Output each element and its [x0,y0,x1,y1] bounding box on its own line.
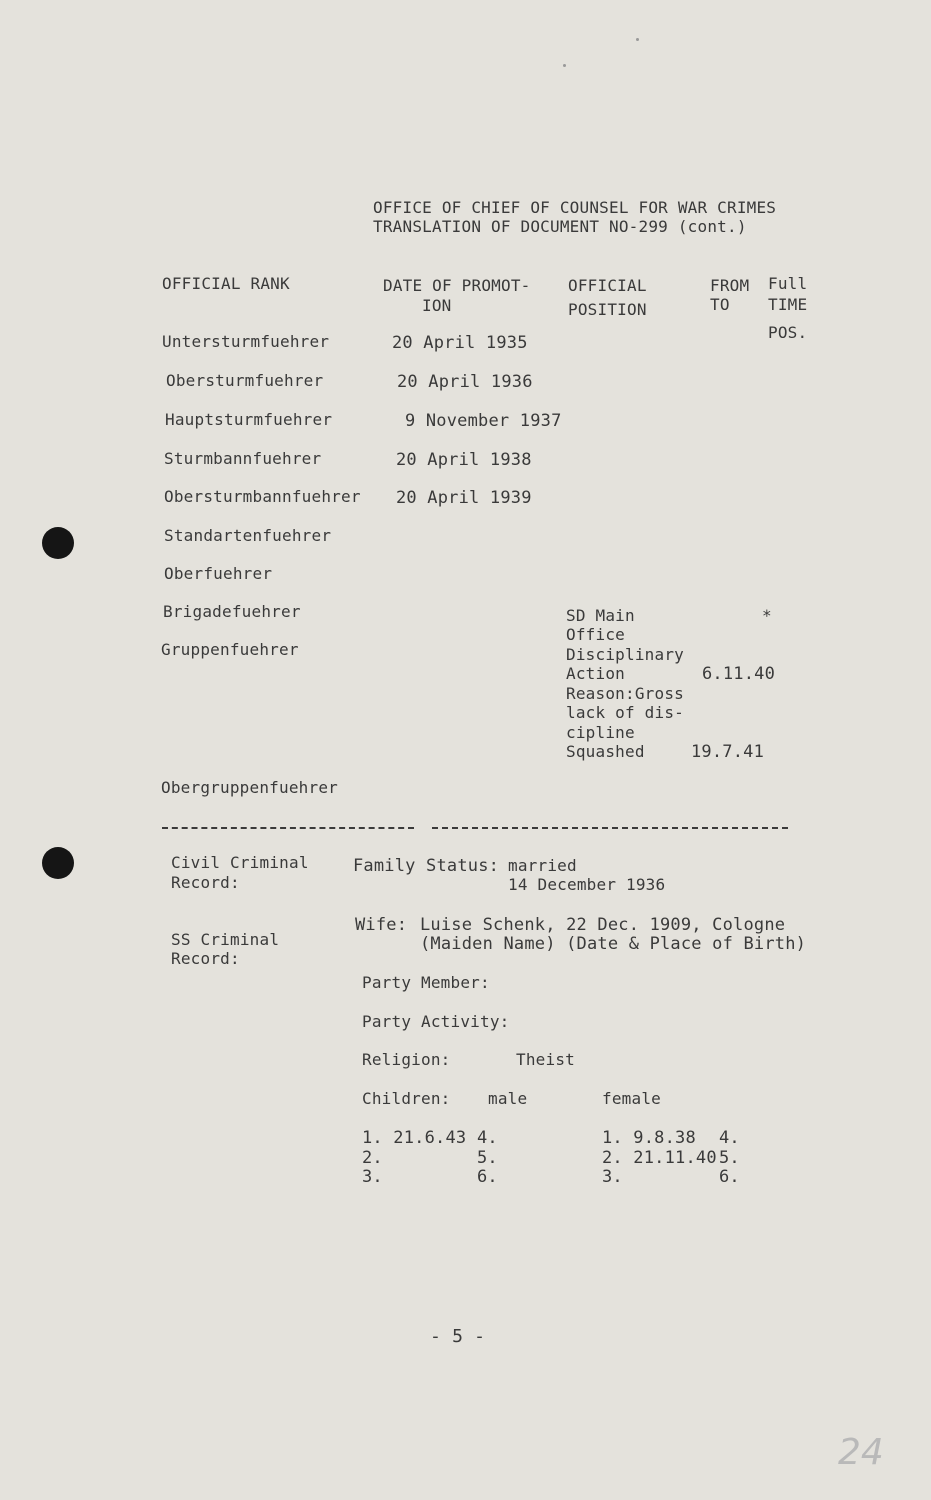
rank-name: Sturmbannfuehrer [164,449,322,468]
ss-record-label: SS Criminal [171,930,280,949]
position-line: Squashed [566,742,645,761]
civil-record-label: Civil Criminal [171,853,309,872]
female-child-entry: 3. [602,1167,623,1187]
female-child-entry: 2. 21.11.40 [602,1148,717,1168]
rank-name: Standartenfuehrer [164,526,332,545]
position-line: Office [566,625,625,644]
column-heading-time: TIME [768,295,808,314]
rank-name: Obersturmfuehrer [166,371,324,390]
position-line: Disciplinary [566,645,684,664]
female-child-entry: 5. [719,1148,740,1168]
column-heading-date-cont: ION [422,296,452,315]
column-heading-rank: OFFICIAL RANK [162,274,290,293]
promotion-date: 20 April 1938 [396,450,532,470]
children-male-label: male [488,1089,528,1108]
position-line: Reason:Gross [566,684,684,703]
rank-name: Gruppenfuehrer [161,640,299,659]
children-label: Children: [362,1089,451,1108]
from-date: 6.11.40 [702,664,776,684]
marriage-date: 14 December 1936 [508,875,666,894]
promotion-date: 20 April 1936 [397,372,533,392]
rank-name: Obergruppenfuehrer [161,778,338,797]
civil-record-label-cont: Record: [171,873,240,892]
children-female-label: female [602,1089,661,1108]
column-heading-from: FROM [710,276,750,295]
position-line: Action [566,664,625,683]
column-heading-to: TO [710,295,730,314]
male-child-entry: 5. [477,1148,498,1168]
header-line-2: TRANSLATION OF DOCUMENT NO-299 (cont.) [373,217,747,236]
female-child-entry: 4. [719,1128,740,1148]
female-child-entry: 6. [719,1167,740,1187]
male-child-entry: 3. [362,1167,383,1187]
rank-name: Untersturmfuehrer [162,332,330,351]
paper-speck [636,38,639,41]
paper-speck [563,64,566,67]
column-heading-date: DATE OF PROMOT- [383,276,531,295]
separator-line-right [432,827,788,829]
male-child-entry: 2. [362,1148,383,1168]
rank-name: Obersturmbannfuehrer [164,487,361,506]
religion-value: Theist [516,1050,575,1069]
party-activity-label: Party Activity: [362,1012,510,1031]
position-line: cipline [566,723,635,742]
column-heading-position-cont: POSITION [568,300,647,319]
column-heading-position: OFFICIAL [568,276,647,295]
full-time-mark: * [762,606,772,625]
position-line: lack of dis- [566,703,684,722]
male-child-entry: 6. [477,1167,498,1187]
wife-label: Wife: [355,915,408,935]
pencil-folio-mark: 24 [838,1432,884,1473]
family-status-label: Family Status: [353,856,500,876]
punch-hole [42,527,74,559]
position-line: SD Main [566,606,635,625]
male-child-entry: 1. 21.6.43 [362,1128,467,1148]
female-child-entry: 1. 9.8.38 [602,1128,696,1148]
religion-label: Religion: [362,1050,451,1069]
separator-line-left [162,827,414,829]
wife-note: (Maiden Name) (Date & Place of Birth) [420,934,807,954]
header-line-1: OFFICE OF CHIEF OF COUNSEL FOR WAR CRIMES [373,198,777,217]
column-heading-full: Full [768,274,808,293]
wife-value: Luise Schenk, 22 Dec. 1909, Cologne [420,915,786,935]
to-date: 19.7.41 [691,742,765,762]
family-status-value: married [508,856,577,875]
promotion-date: 20 April 1939 [396,488,532,508]
party-member-label: Party Member: [362,973,490,992]
page-number: - 5 - [430,1326,486,1347]
column-heading-pos: POS. [768,323,808,342]
ss-record-label-cont: Record: [171,949,240,968]
promotion-date: 9 November 1937 [405,411,562,431]
rank-name: Hauptsturmfuehrer [165,410,333,429]
rank-name: Brigadefuehrer [163,602,301,621]
promotion-date: 20 April 1935 [392,333,528,353]
rank-name: Oberfuehrer [164,564,273,583]
punch-hole [42,847,74,879]
male-child-entry: 4. [477,1128,498,1148]
